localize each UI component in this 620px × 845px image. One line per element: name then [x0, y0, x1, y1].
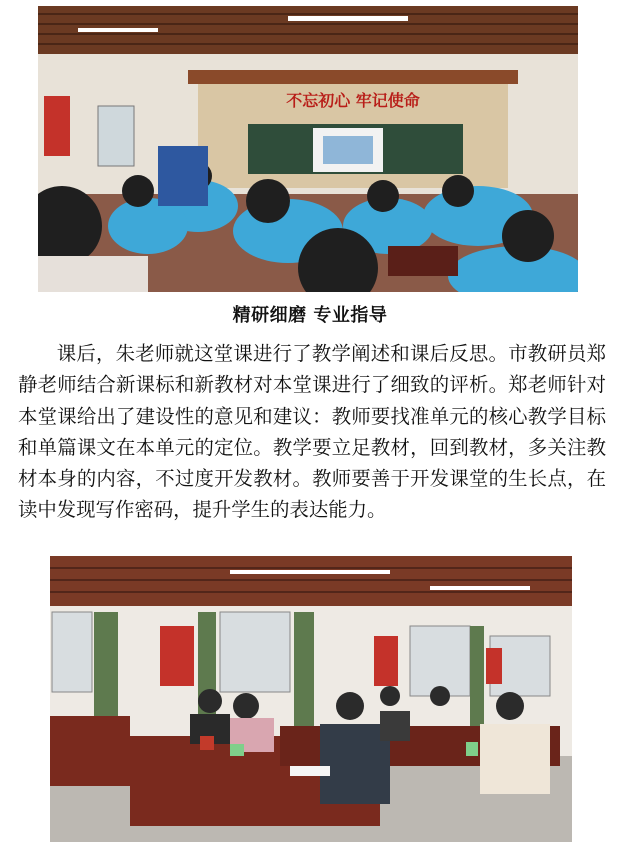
banner-text: 不忘初心 牢记使命: [286, 91, 420, 110]
meeting-photo: [50, 556, 572, 842]
classroom-photo: [38, 6, 578, 292]
body-paragraph: 课后，朱老师就这堂课进行了教学阐述和课后反思。市教研员郑静老师结合新课标和新教材对本堂课进行了细致的评析。郑老师针对本堂课给出了建设性的意见和建议：教师要找准单元的核心教学目标和单篇课文在本单元的定位。教学要立足教材，回到教材，多关注教材本身的内容，不过度开发教材。教师要善于开发课堂的生长点，在读中发现写作密码，提升学生的表达能力。: [18, 342, 606, 522]
section-caption: 精研细磨 专业指导: [232, 305, 388, 326]
